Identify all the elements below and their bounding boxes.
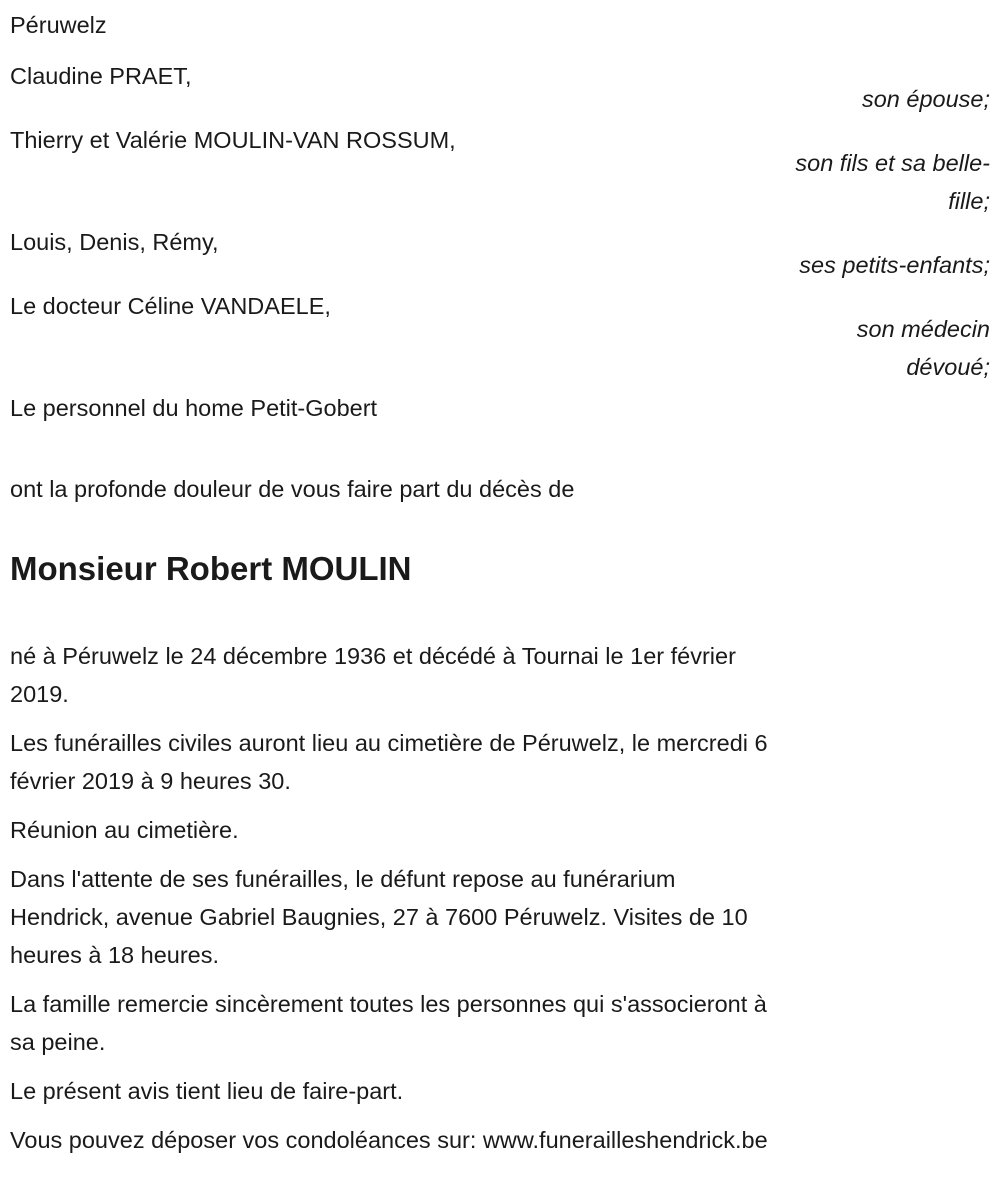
paragraph-line: La famille remercie sincèrement toutes les personnes qui s'associeront à [10,991,767,1017]
family-member-name: Le personnel du home Petit-Gobert [10,395,378,421]
details [10,637,990,1159]
paragraph [10,811,990,849]
paragraph-line: 2019. [10,681,69,707]
family-entry [10,57,990,118]
paragraph [10,860,990,974]
deceased-name: Monsieur Robert MOULIN [10,550,412,587]
paragraph-line: Hendrick, avenue Gabriel Baugnies, 27 à 7600 Péruwelz. Visites de 10 [10,904,748,930]
family-relation [750,144,990,220]
family-relation [750,80,990,118]
paragraph-line: Le présent avis tient lieu de faire-part. [10,1078,404,1104]
relation-line: ses petits-enfants; [799,252,990,278]
intro-text: ont la profonde douleur de vous faire part du décès de [10,476,575,502]
relation-line: fille; [948,188,990,214]
relation-line: son médecin [856,316,990,342]
family-entry [10,389,990,428]
paragraph-line: heures à 18 heures. [10,942,220,968]
paragraph [10,724,990,800]
paragraph-line: Les funérailles civiles auront lieu au cimetière de Péruwelz, le mercredi 6 [10,730,768,756]
family-list [10,57,990,428]
paragraph-line: février 2019 à 9 heures 30. [10,768,291,794]
family-member-name: Le docteur Céline VANDAELE, [10,293,331,319]
family-relation [750,246,990,284]
paragraph [10,637,990,713]
paragraph-line: Réunion au cimetière. [10,817,239,843]
relation-line: son fils et sa belle- [795,150,990,176]
paragraph-line: sa peine. [10,1029,106,1055]
family-entry [10,287,990,386]
paragraph [10,1072,990,1110]
family-entry [10,121,990,220]
relation-line: dévoué; [906,354,990,380]
family-entry [10,223,990,284]
paragraph-line[interactable]: Vous pouvez déposer vos condoléances sur: www.funerailleshendrick.be [10,1127,768,1153]
paragraph-line: Dans l'attente de ses funérailles, le défunt repose au funérarium [10,866,676,892]
paragraph [10,985,990,1061]
family-member-name: Thierry et Valérie MOULIN-VAN ROSSUM, [10,127,456,153]
place: Péruwelz [10,12,107,38]
family-relation [750,310,990,386]
paragraph [10,1121,990,1159]
relation-line: son épouse; [861,86,990,112]
paragraph-line: né à Péruwelz le 24 décembre 1936 et décédé à Tournai le 1er février [10,643,736,669]
family-member-name: Louis, Denis, Rémy, [10,229,219,255]
family-member-name: Claudine PRAET, [10,63,192,89]
